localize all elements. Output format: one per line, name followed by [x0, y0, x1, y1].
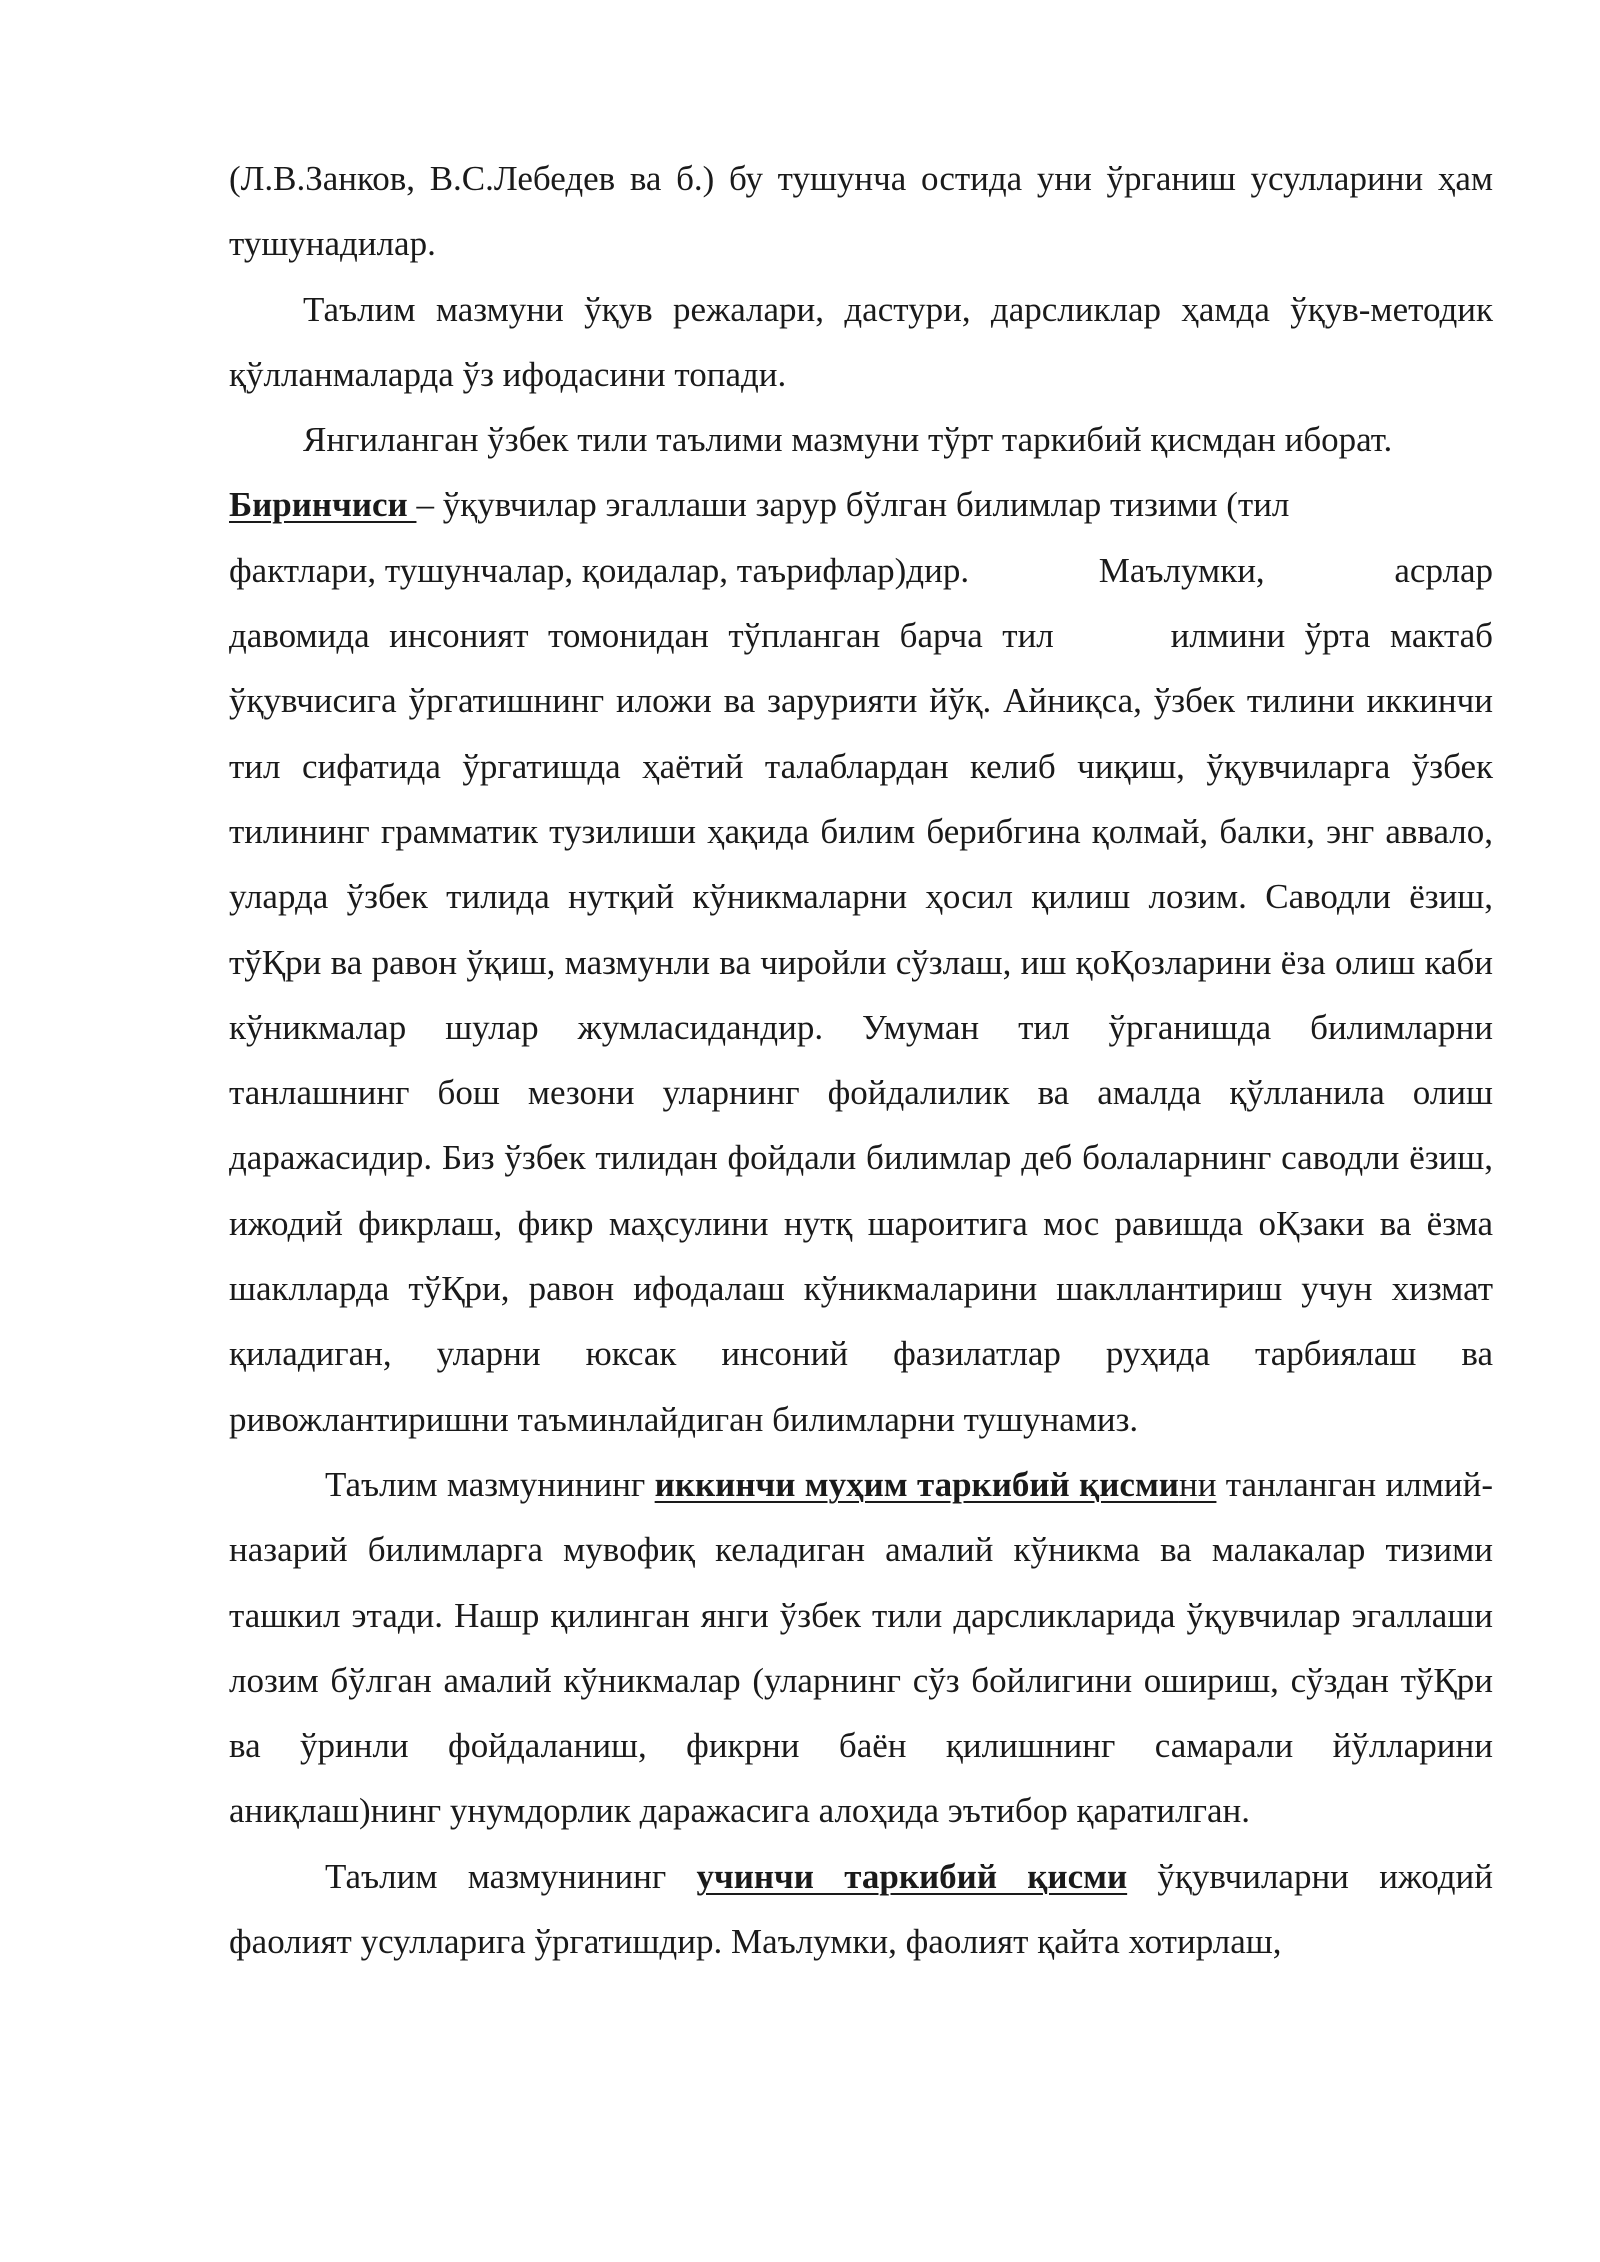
paragraph-4-text: танланган илмий-назарий билимларга мувофиқ келадиган амалий кўникма ва малакалар тизими ташкил этади. Нашр қилинган янги ўзбек тили дарсликларида ўқувчилар эгаллаши лозим бўлган амалий кўникмалар (уларнинг сўз бойлигини ошириш, сўздан тўҚри ва ўринли фойдаланиш, фикрни баён қилишнинг самарали йўлларини аниқлаш)нинг унумдорлик даражасига алоҳида эътибор қаратилган.	[229, 1464, 1493, 1831]
paragraph-3	[229, 407, 1502, 1452]
paragraph-3-spread-line	[229, 538, 1493, 603]
paragraph-3-first-line: Янгиланган ўзбек тили таълими мазмуни тўрт таркибий қисмдан иборат.	[303, 420, 1393, 460]
paragraph-5-text: ўқувчиларни ижодий фаолият усулларига ўргатишдир. Маълумки, фаолият қайта хотирлаш,	[229, 1856, 1493, 1962]
term-uchinchi: учинчи таркибий қисми	[696, 1856, 1128, 1896]
paragraph-1-text: (Л.В.Занков, В.С.Лебедев ва б.) бу тушунча остида уни ўрганиш усулларини ҳам тушунадилар.	[229, 159, 1493, 264]
paragraph-3-continuation	[229, 603, 1502, 1452]
paragraph-3-body	[229, 472, 1493, 537]
paragraph-3-text-2a: фактлари, тушунчалар, қоидалар, таърифлар)дир.	[229, 550, 970, 590]
paragraph-3-text-2c: асрлар	[1394, 550, 1493, 590]
term-ikkinchi: иккинчи муҳим таркибий қисми	[654, 1464, 1179, 1504]
paragraph-3-text-1: – ўқувчилар эгаллаши зарур бўлган билимлар тизими (тил	[416, 485, 1290, 525]
paragraph-3-text-2b: Маълумки,	[1098, 550, 1265, 590]
paragraph-4-term-wrap	[655, 1465, 1217, 1504]
paragraph-5-lead: Таълим мазмунининг	[325, 1856, 697, 1896]
paragraph-1	[229, 146, 1493, 277]
paragraph-4	[229, 1452, 1493, 1844]
paragraph-2-text: Таълим мазмуни ўқув режалари, дастури, дарсликлар ҳамда ўқув-методик қўлланмаларда ўз ифодасини топади.	[229, 289, 1493, 394]
paragraph-2	[229, 277, 1493, 408]
paragraph-5	[229, 1844, 1493, 1975]
term-birinchisi: Биринчиси	[229, 485, 417, 525]
document-page	[229, 146, 1502, 1974]
paragraph-4-suffix: ни	[1178, 1464, 1217, 1504]
paragraph-3-text-3: давомида инсоният томонидан тўпланган барча тил илмини ўрта мактаб ўқувчисига ўргатишнинг иложи ва зарурияти йўқ. Айниқса, ўзбек тилини иккинчи тил сифатида ўргатишда ҳаётий талаблардан келиб чиқиш, ўқувчиларга ўзбек тилининг грамматик тузилиши ҳақида билим берибгина қолмай, балки, энг аввало, уларда ўзбек тилида нутқий кўникмаларни ҳосил қилиш лозим. Саводли ёзиш, тўҚри ва равон ўқиш, мазмунли ва чиройли сўзлаш, иш қоҚозларини ёза олиш каби кўникмалар шулар жумласидандир. Умуман тил ўрганишда билимларни танлашнинг бош мезони уларнинг фойдалилик ва амалда қўлланила олиш даражасидир. Биз ўзбек тилидан фойдали билимлар деб болаларнинг саводли ёзиш, ижодий фикрлаш, фикр маҳсулини нутқ шароитига мос равишда оҚзаки ва ёзма шаклларда тўҚри, равон ифодалаш кўникмаларини шакллантириш учун хизмат қиладиган, уларни юксак инсоний фазилатлар руҳида тарбиялаш ва ривожлантиришни таъминлайдиган билимларни тушунамиз.	[229, 616, 1502, 1439]
paragraph-4-lead: Таълим мазмунининг	[325, 1464, 655, 1504]
